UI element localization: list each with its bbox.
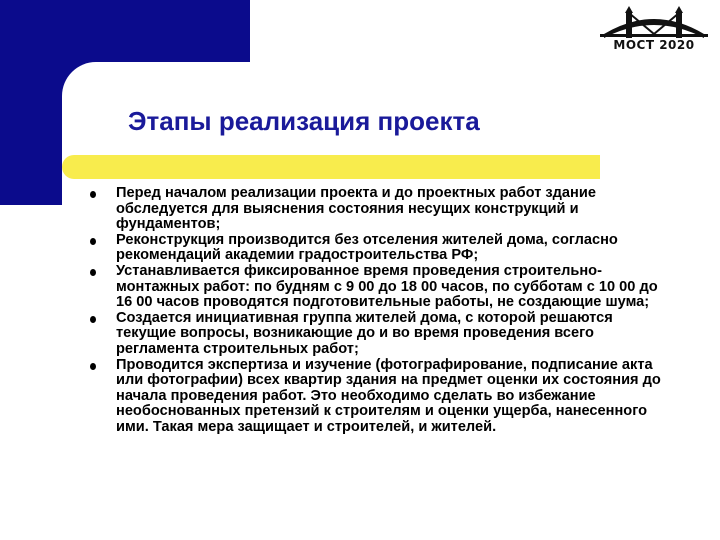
bullet-text: Перед началом реализации проекта и до проектных работ здание обследуется для выяснения состояния несущих конструкций и фундаментов; bbox=[116, 185, 596, 233]
bullet-dot-icon bbox=[90, 191, 96, 198]
bullet-dot-icon bbox=[90, 238, 96, 245]
bullet-text: Устанавливается фиксированное время проведения строительно-монтажных работ: по будням с 9 00 до 18 00 часов, по субботам с 10 00 до 16 00 часов проводятся подготовительные работы, не создающие шума; bbox=[116, 262, 658, 311]
bullet-text: Проводится экспертиза и изучение (фотографирование, подписание акта или фотографии) всех квартир здания на предмет оценки их состояния до начала проведения работ. Это необходимо сделать во избежание необоснованных претензий к строителям и оценки ущерба, нанесенного ими. Такая мера защищает и строителей, и жителей. bbox=[116, 356, 661, 435]
title-underline-bar bbox=[62, 155, 600, 179]
bullet-list bbox=[90, 186, 670, 436]
bridge-logo-icon bbox=[596, 4, 712, 42]
slide-title: Этапы реализация проекта bbox=[128, 106, 480, 136]
bullet-dot-icon bbox=[90, 363, 96, 370]
bullet-text: Создается инициативная группа жителей дома, с которой решаются текущие вопросы, возникающие до и во время проведения всего регламента строительных работ; bbox=[116, 309, 613, 357]
bullet-item bbox=[90, 186, 670, 233]
bullet-item bbox=[90, 264, 670, 311]
bullet-dot-icon bbox=[90, 269, 96, 276]
logo bbox=[596, 4, 712, 54]
logo-text: МОСТ 2020 bbox=[613, 38, 695, 52]
bullet-item bbox=[90, 358, 670, 436]
bullet-item bbox=[90, 311, 670, 358]
bullet-item bbox=[90, 233, 670, 264]
bullet-text: Реконструкция производится без отселения жителей дома, согласно рекомендаций академии градостроительства РФ; bbox=[116, 231, 618, 264]
bullet-dot-icon bbox=[90, 316, 96, 323]
